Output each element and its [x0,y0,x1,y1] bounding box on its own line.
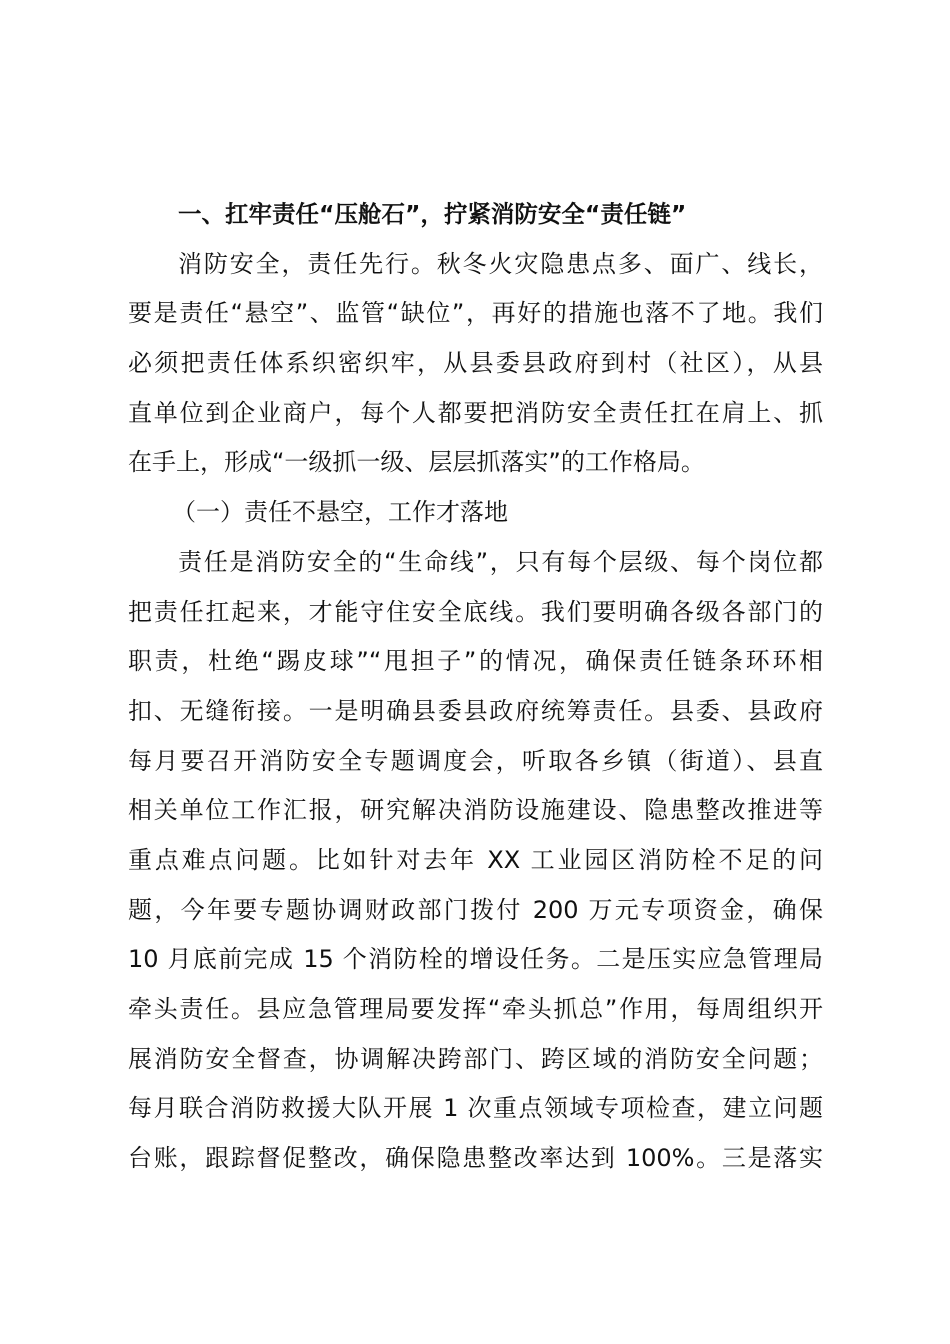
text-line: 展消防安全督查，协调解决跨部门、跨区域的消防安全问题； [128,1044,823,1073]
text-line: 重点难点问题。比如针对去年 XX 工业园区消防栓不足的问 [128,845,823,874]
paragraph-2 [128,538,823,1184]
text-line: 直单位到企业商户，每个人都要把消防安全责任扛在肩上、抓 [128,398,823,427]
text-line: 要是责任“悬空”、监管“缺位”，再好的措施也落不了地。我们 [128,299,823,328]
text-line: 必须把责任体系织密织牢，从县委县政府到村（社区），从县 [128,349,823,378]
text-line: 10 月底前完成 15 个消防栓的增设任务。二是压实应急管理局 [128,945,823,974]
paragraph-1 [128,240,823,488]
text-line: 责任是消防安全的“生命线”，只有每个层级、每个岗位都 [178,547,823,576]
text-line: 每月联合消防救援大队开展 1 次重点领域专项检查，建立问题 [128,1094,823,1123]
text-line: 把责任扛起来，才能守住安全底线。我们要明确各级各部门的 [128,597,823,626]
text-line: 相关单位工作汇报，研究解决消防设施建设、隐患整改推进等 [128,796,823,825]
subsection-heading: （一）责任不悬空，工作才落地 [172,498,508,527]
text-line: 牵头责任。县应急管理局要发挥“牵头抓总”作用，每周组织开 [128,995,823,1023]
text-line: 消防安全，责任先行。秋冬火灾隐患点多、面广、线长， [178,249,823,278]
section-heading: 一、扛牢责任“压舱石”，拧紧消防安全“责任链” [178,200,687,228]
document-page [128,190,823,1184]
text-line: 题，今年要专题协调财政部门拨付 200 万元专项资金，确保 [128,895,823,924]
text-line: 职责，杜绝“踢皮球”“甩担子”的情况，确保责任链条环环相 [128,647,823,676]
text-line: 在手上，形成“一级抓一级、层层抓落实”的工作格局。 [128,448,705,477]
text-line: 每月要召开消防安全专题调度会，听取各乡镇（街道）、县直 [128,746,823,775]
text-line: 扣、无缝衔接。一是明确县委县政府统筹责任。县委、县政府 [128,696,823,725]
text-line: 台账，跟踪督促整改，确保隐患整改率达到 100%。三是落实 [128,1144,823,1173]
